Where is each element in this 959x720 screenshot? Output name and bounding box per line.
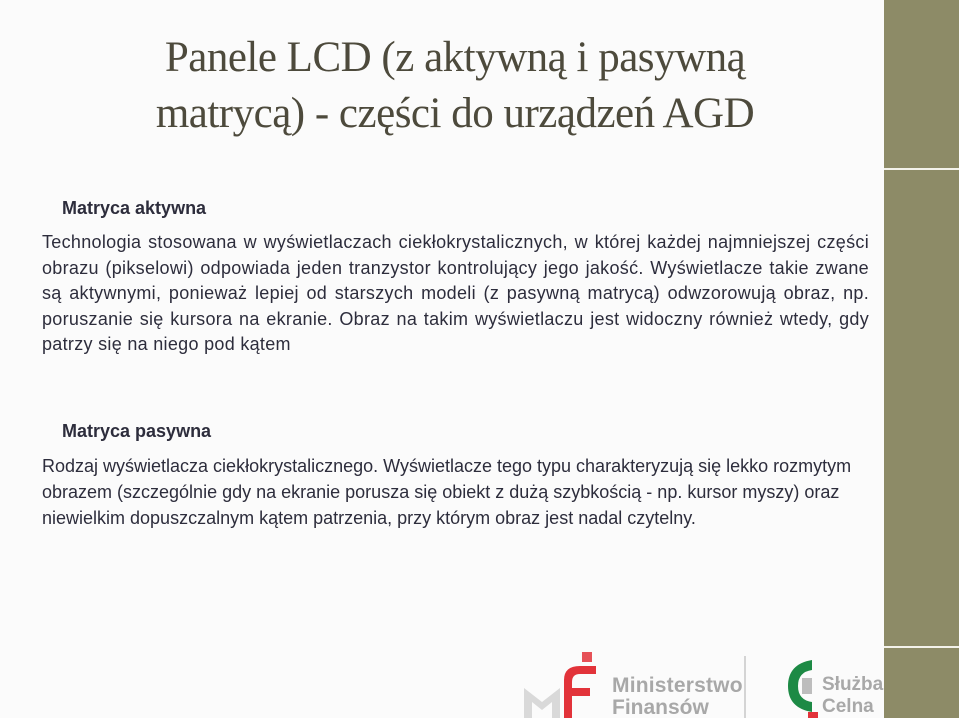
accent-sidebar-divider bbox=[884, 646, 959, 648]
accent-sidebar-divider bbox=[884, 168, 959, 170]
active-matrix-heading: Matryca aktywna bbox=[62, 198, 207, 218]
slide-title bbox=[110, 30, 800, 142]
customs-name-line-2: Celna bbox=[822, 696, 874, 717]
passive-matrix-heading: Matryca pasywna bbox=[62, 421, 212, 441]
customs-name-line-1: Służba bbox=[822, 674, 884, 695]
ministry-name-line-1: Ministerstwo bbox=[612, 674, 743, 697]
slide-title-line-1: Panele LCD (z aktywną i pasywną bbox=[164, 34, 746, 81]
logo-divider bbox=[744, 656, 746, 718]
footer-logos bbox=[520, 652, 884, 718]
passive-matrix-paragraph: Rodzaj wyświetlacza ciekłokrystalicznego. Wyświetlacze tego typu charakteryzują się lekko rozmytym obrazem (szczególnie gdy na ekranie porusza się obiekt z dużą szybkością - np. kursor myszy) oraz niewielkim dopuszczalnym kątem patrzenia, przy którym obraz jest nadal czytelny. bbox=[42, 456, 852, 528]
ministry-name-line-2: Finansów bbox=[612, 696, 709, 719]
active-matrix-paragraph: Technologia stosowana w wyświetlaczach ciekłokrystalicznych, w której każdej najmniejszej części obrazu (pikselowi) odpowiada jeden tranzystor kontrolujący jego jakość. Wyświetlacze takie zwane są aktywnymi, ponieważ lepiej od starszych modeli (z pasywną matrycą) odwzorowują obraz, np. poruszanie się kursora na ekranie. Obraz na takim wyświetlaczu jest widoczny również wtedy, gdy patrzy się na niego pod kątem bbox=[42, 232, 869, 354]
slide-title-line-2: matrycą) - części do urządzeń AGD bbox=[155, 90, 755, 137]
customs-service-logo-icon bbox=[782, 654, 822, 718]
accent-sidebar bbox=[884, 0, 959, 718]
